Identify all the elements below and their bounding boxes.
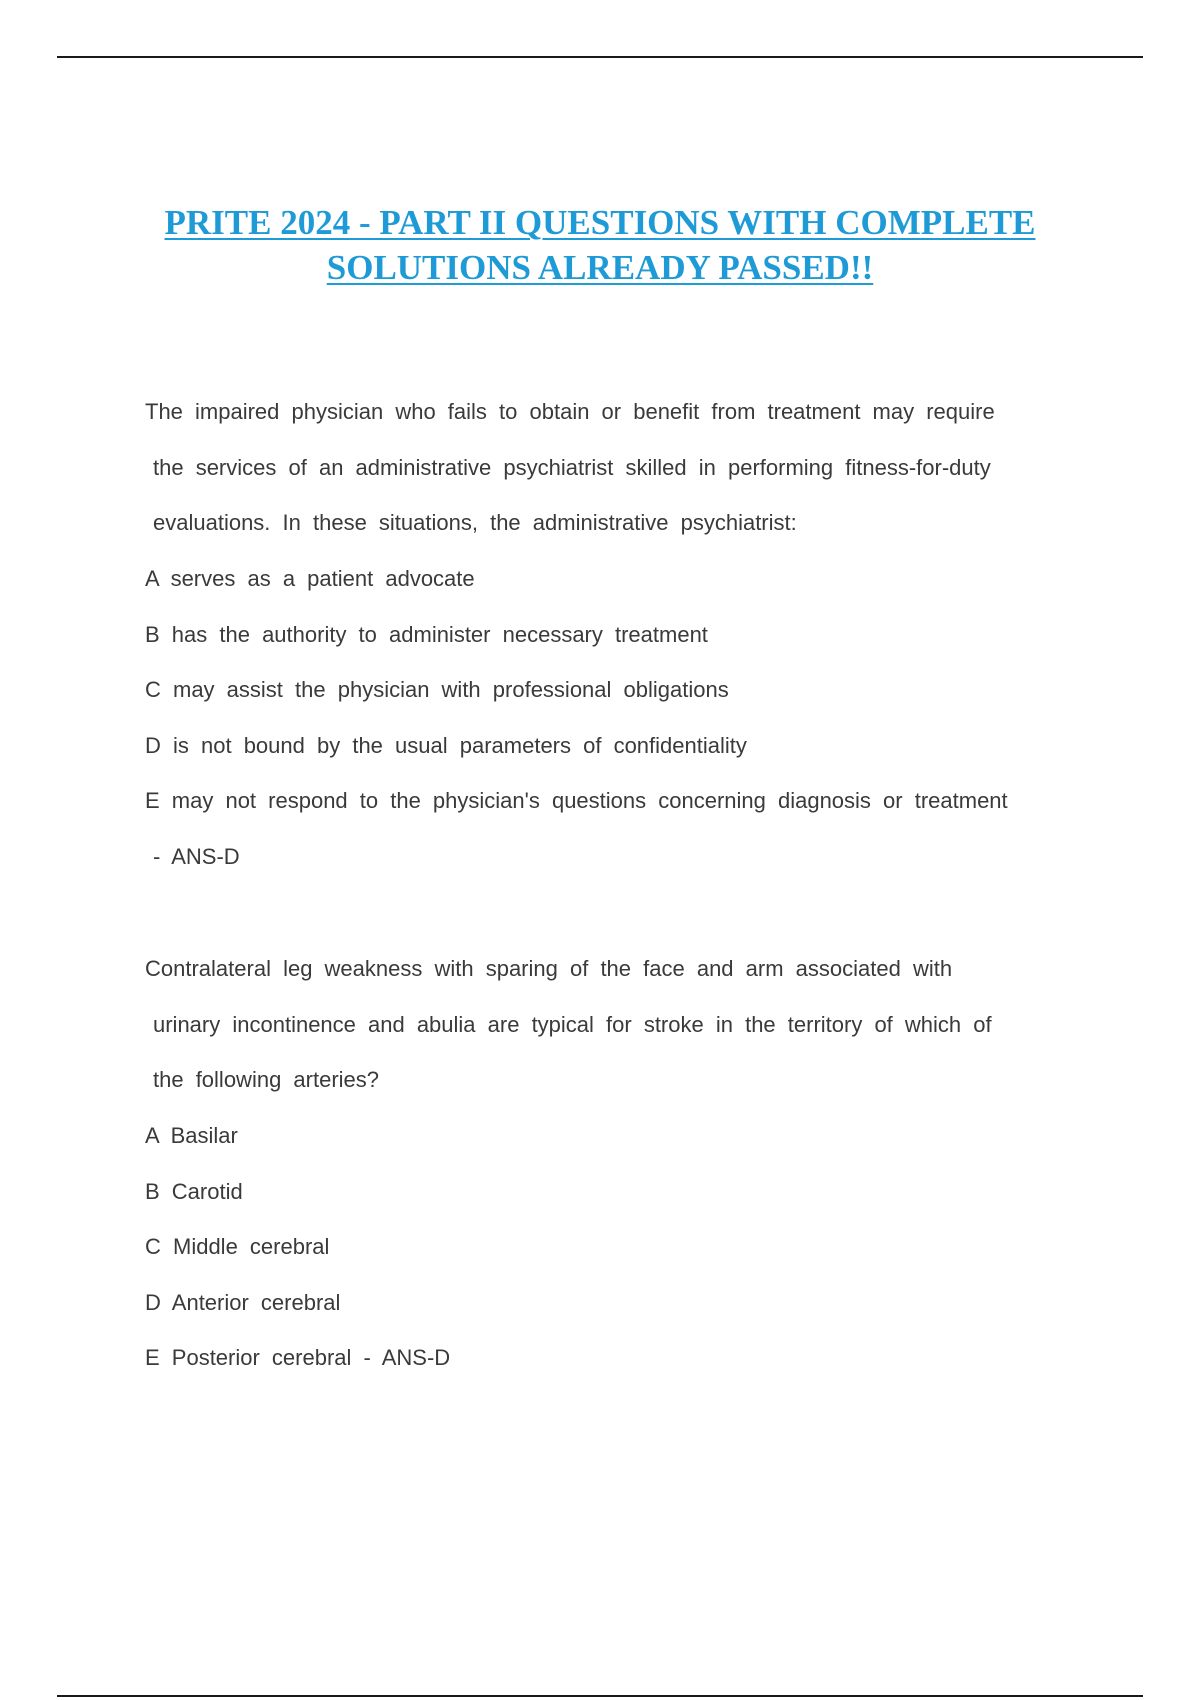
- question-1-option-c: C may assist the physician with professional obligations: [145, 677, 729, 702]
- question-2-option-e: E Posterior cerebral - ANS-D: [145, 1345, 451, 1370]
- question-2-stem-line-3: the following arteries?: [153, 1067, 380, 1092]
- question-1-option-b: B has the authority to administer necessary treatment: [145, 622, 708, 647]
- footer-rule: [57, 1695, 1143, 1697]
- question-1-stem-line-2: the services of an administrative psychiatrist skilled in performing fitness-for-duty: [153, 455, 991, 480]
- question-1-option-a: A serves as a patient advocate: [145, 566, 475, 591]
- question-2-stem-line-1: Contralateral leg weakness with sparing of the face and arm associated with: [145, 956, 953, 981]
- question-2-option-d: D Anterior cerebral: [145, 1290, 341, 1315]
- document-title: [100, 200, 1100, 290]
- question-1-option-e: E may not respond to the physician's questions concerning diagnosis or treatment: [145, 788, 1008, 813]
- question-2-stem-line-2: urinary incontinence and abulia are typical for stroke in the territory of which of: [153, 1012, 992, 1037]
- question-1-stem-line-1: The impaired physician who fails to obtain or benefit from treatment may require: [145, 399, 995, 424]
- question-1-answer: - ANS-D: [153, 844, 240, 869]
- question-1-stem-line-3: evaluations. In these situations, the administrative psychiatrist:: [153, 510, 797, 535]
- question-1-option-d: D is not bound by the usual parameters of confidentiality: [145, 733, 747, 758]
- question-2-option-c: C Middle cerebral: [145, 1234, 330, 1259]
- question-2-option-b: B Carotid: [145, 1179, 243, 1204]
- question-2-option-a: A Basilar: [145, 1123, 238, 1148]
- header-rule: [57, 56, 1143, 58]
- title-line-2: SOLUTIONS ALREADY PASSED!!: [326, 248, 874, 287]
- title-line-1: PRITE 2024 - PART II QUESTIONS WITH COMPLETE: [164, 203, 1036, 242]
